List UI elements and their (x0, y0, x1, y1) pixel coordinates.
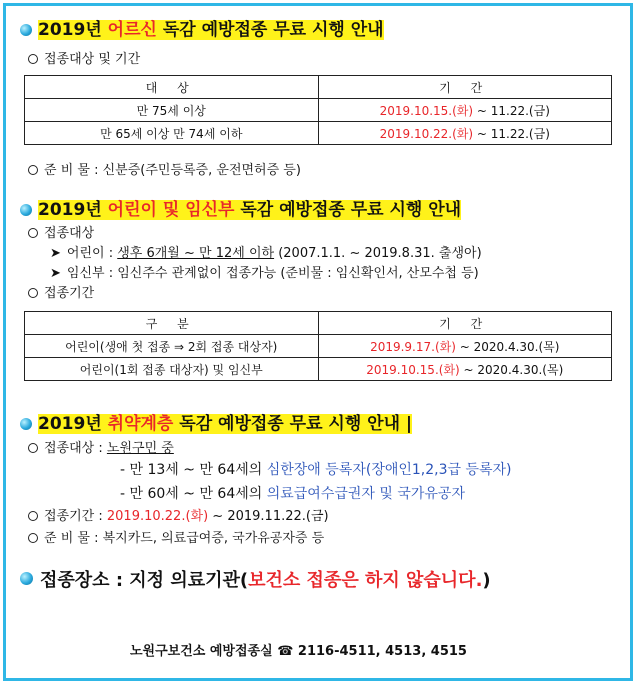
table-cell: 어린이(생애 첫 접종 ⇒ 2회 접종 대상자) (25, 335, 319, 358)
section3-line2: - 만 60세 ~ 만 64세의 의료급여수급권자 및 국가유공자 (120, 486, 465, 502)
bullet-icon (20, 418, 32, 430)
table-cell: 2019.10.22.(화) ~ 11.22.(금) (318, 122, 612, 145)
section2-target-heading: 접종대상 (28, 225, 94, 243)
table-header: 대 상 (25, 76, 319, 99)
section3-title: 2019년 취약계층 독감 예방접종 무료 시행 안내 | (38, 414, 413, 434)
table-row (25, 122, 612, 145)
circle-icon (28, 511, 38, 521)
section2-period-heading: 접종기간 (28, 285, 94, 303)
table-cell: 2019.10.15.(화) ~ 11.22.(금) (318, 99, 612, 122)
circle-icon (28, 54, 38, 64)
section2-title: 2019년 어린이 및 임신부 독감 예방접종 무료 시행 안내 (38, 200, 462, 220)
table-row (25, 358, 612, 381)
location-notice: 접종장소 : 지정 의료기관(보건소 접종은 하지 않습니다.) (40, 570, 491, 591)
section3-target: 접종대상 : 노원구민 중 (28, 440, 174, 458)
bullet-icon (20, 204, 32, 216)
section3-line1: - 만 13세 ~ 만 64세의 심한장애 등록자(장애인1,2,3급 등록자) (120, 462, 512, 478)
circle-icon (28, 443, 38, 453)
table-header: 구 분 (25, 312, 319, 335)
circle-icon (28, 533, 38, 543)
bullet-icon (20, 572, 33, 585)
table-cell: 만 75세 이상 (25, 99, 319, 122)
table-cell: 어린이(1회 접종 대상자) 및 임신부 (25, 358, 319, 381)
bullet-icon (20, 24, 32, 36)
section2-pregnant: ➤ 임신부 : 임신주수 관계없이 접종가능 (준비물 : 임신확인서, 산모수첩 등) (50, 266, 479, 281)
table-cell: 2019.10.15.(화) ~ 2020.4.30.(목) (318, 358, 612, 381)
table-header: 기 간 (318, 76, 612, 99)
section1-title: 2019년 어르신 독감 예방접종 무료 시행 안내 (38, 20, 384, 40)
circle-icon (28, 228, 38, 238)
section2-table (24, 311, 612, 381)
table-row (25, 335, 612, 358)
section1-items: 준 비 물 : 신분증(주민등록증, 운전면허증 등) (28, 162, 301, 180)
circle-icon (28, 165, 38, 175)
table-cell: 2019.9.17.(화) ~ 2020.4.30.(목) (318, 335, 612, 358)
section1-target-heading: 접종대상 및 기간 (28, 51, 140, 69)
arrow-icon: ➤ (50, 266, 61, 281)
table-header: 기 간 (318, 312, 612, 335)
table-cell: 만 65세 이상 만 74세 이하 (25, 122, 319, 145)
arrow-icon: ➤ (50, 246, 61, 261)
section3-period: 접종기간 : 2019.10.22.(화) ~ 2019.11.22.(금) (28, 508, 329, 526)
section1-table (24, 75, 612, 145)
table-row (25, 99, 612, 122)
section3-items: 준 비 물 : 복지카드, 의료급여증, 국가유공자증 등 (28, 530, 324, 548)
section2-child: ➤ 어린이 : 생후 6개월 ~ 만 12세 이하 (2007.1.1. ~ 2019.8.31. 출생아) (50, 246, 482, 261)
circle-icon (28, 288, 38, 298)
footer-contact: 노원구보건소 예방접종실 ☎ 2116-4511, 4513, 4515 (130, 644, 467, 659)
